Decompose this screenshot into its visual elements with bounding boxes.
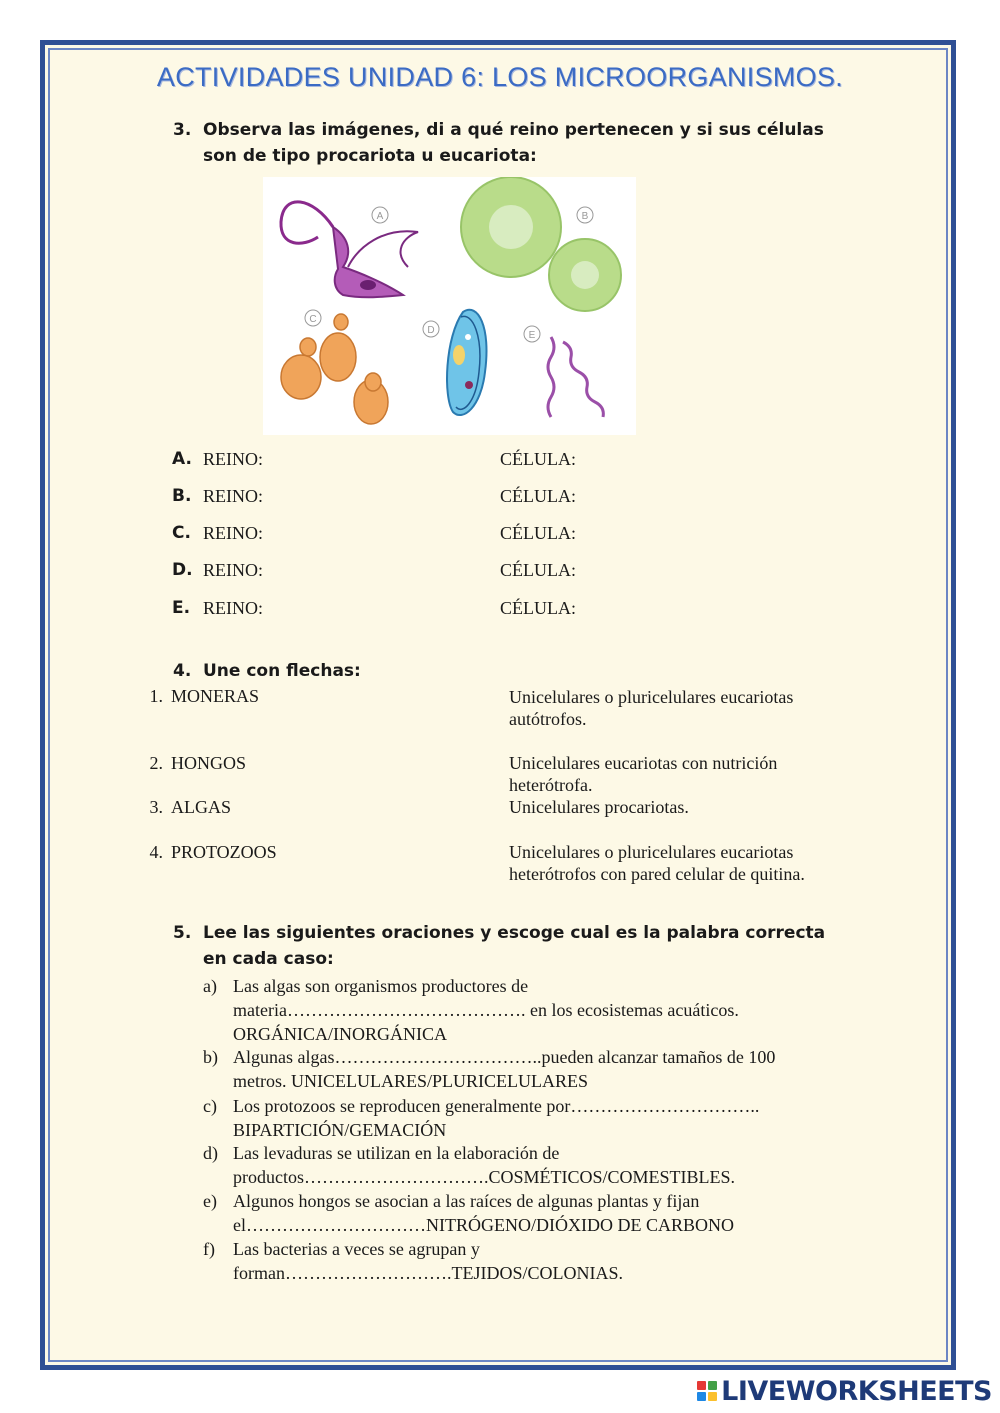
definition-line: heterótrofos con pared celular de quitina.	[509, 864, 805, 884]
sentence-line: materia…………………………………. en los ecosistemas acuáticos.	[233, 1000, 739, 1020]
spirilla-drawing	[548, 337, 603, 417]
item-number: 1.	[149, 686, 163, 706]
sentence-line: Algunos hongos se asocian a las raíces de algunas plantas y fijan	[233, 1191, 700, 1211]
microorganisms-figure	[263, 177, 636, 435]
figure-label-d: D	[427, 325, 435, 336]
figure-label-b: B	[581, 211, 589, 222]
page-title: ACTIVIDADES UNIDAD 6: LOS MICROORGANISMOS.	[156, 62, 844, 92]
sentence-label: c)	[203, 1096, 217, 1116]
sentence-line: BIPARTICIÓN/GEMACIÓN	[233, 1120, 447, 1140]
question-number: 3.	[173, 120, 192, 140]
item-text: PROTOZOOS	[171, 842, 277, 862]
question-number: 4.	[173, 661, 192, 681]
figure-label-c: C	[309, 314, 317, 325]
question-number: 5.	[173, 923, 192, 943]
question-text-line: Observa las imágenes, di a qué reino pertenecen y si sus células	[203, 120, 824, 140]
sentence-line: metros. UNICELULARES/PLURICELULARES	[233, 1071, 588, 1091]
row-letter: E.	[172, 598, 191, 618]
figure-label-a: A	[376, 211, 384, 222]
celula-label: CÉLULA:	[500, 486, 576, 506]
question-5-heading	[173, 920, 825, 972]
reino-label: REINO:	[203, 523, 263, 543]
sentence-label: e)	[203, 1191, 217, 1211]
yeast-drawing	[281, 314, 388, 424]
sentence-line: el…………………………NITRÓGENO/DIÓXIDO DE CARBONO	[233, 1215, 734, 1235]
definition-line: Unicelulares procariotas.	[509, 797, 689, 817]
sentence-label: a)	[203, 976, 217, 996]
sentence-line: Las levaduras se utilizan en la elaboración de	[233, 1143, 560, 1163]
celula-label: CÉLULA:	[500, 598, 576, 618]
sentence-label: b)	[203, 1047, 218, 1067]
microorganisms-illustration	[263, 177, 636, 435]
reino-label: REINO:	[203, 598, 263, 618]
row-letter: D.	[172, 560, 193, 580]
question-3-heading	[173, 117, 824, 169]
definition-line: Unicelulares o pluricelulares eucariotas	[509, 842, 794, 862]
item-number: 2.	[149, 753, 163, 773]
celula-label: CÉLULA:	[500, 523, 576, 543]
sentence-line: Las bacterias a veces se agrupan y	[233, 1239, 480, 1259]
celula-label: CÉLULA:	[500, 449, 576, 469]
row-letter: C.	[172, 523, 191, 543]
reino-label: REINO:	[203, 560, 263, 580]
liveworksheets-icon	[697, 1381, 717, 1401]
definition-line: autótrofos.	[509, 709, 587, 729]
question-4-heading	[173, 658, 361, 684]
sentence-line: forman……………………….TEJIDOS/COLONIAS.	[233, 1263, 623, 1283]
figure-label-e: E	[528, 330, 536, 341]
sentence-line: ORGÁNICA/INORGÁNICA	[233, 1024, 447, 1044]
celula-label: CÉLULA:	[500, 560, 576, 580]
sentence-label: f)	[203, 1239, 215, 1259]
definition-line: Unicelulares o pluricelulares eucariotas	[509, 687, 794, 707]
question-text-line: Lee las siguientes oraciones y escoge cual es la palabra correcta	[203, 923, 826, 943]
match-definition	[509, 752, 879, 796]
item-text: ALGAS	[171, 797, 232, 817]
definition-line: heterótrofa.	[509, 775, 593, 795]
reino-label: REINO:	[203, 449, 263, 469]
sentence-label: d)	[203, 1143, 218, 1163]
sentence-line: productos………………………….COSMÉTICOS/COMESTIBLES.	[233, 1167, 736, 1187]
question-text-line: son de tipo procariota u eucariota:	[203, 146, 537, 166]
liveworksheets-logo	[697, 1373, 992, 1409]
green-cells-drawing	[461, 177, 621, 311]
item-number: 4.	[149, 842, 163, 862]
row-letter: A.	[172, 449, 192, 469]
match-definition	[509, 686, 879, 730]
question-text-line: Une con flechas:	[203, 661, 361, 681]
match-definition	[509, 796, 879, 818]
question-text-line: en cada caso:	[203, 949, 334, 969]
item-number: 3.	[149, 797, 163, 817]
match-definition	[509, 841, 879, 885]
trypanosome-drawing	[281, 202, 418, 297]
sentence-line: Las algas son organismos productores de	[233, 976, 529, 996]
definition-line: Unicelulares eucariotas con nutrición	[509, 753, 778, 773]
item-text: HONGOS	[171, 753, 247, 773]
sentence-line: Algunas algas……………………………..pueden alcanzar tamaños de 100	[233, 1047, 776, 1067]
brand-text: LIVEWORKSHEETS	[721, 1375, 992, 1407]
sentence-line: Los protozoos se reproducen generalmente por…………………………..	[233, 1096, 760, 1116]
paramecium-drawing	[447, 310, 486, 415]
item-text: MONERAS	[171, 686, 260, 706]
row-letter: B.	[172, 486, 192, 506]
reino-label: REINO:	[203, 486, 263, 506]
